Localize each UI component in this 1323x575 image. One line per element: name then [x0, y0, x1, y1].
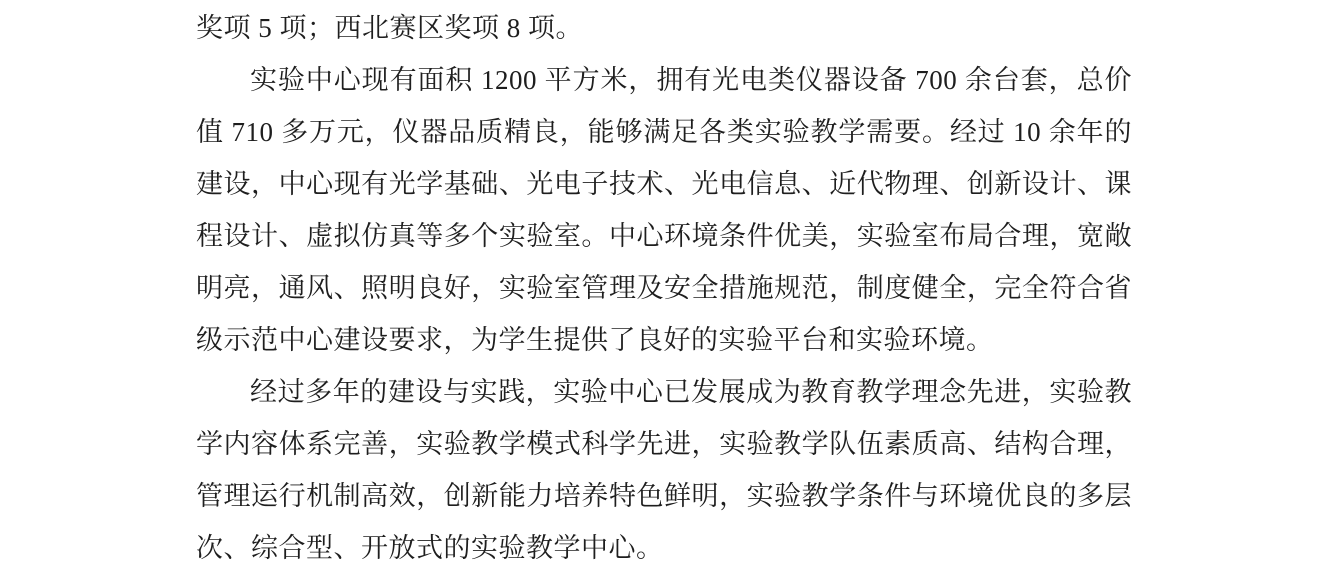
paragraph-lab-development: 经过多年的建设与实践，实验中心已发展成为教育教学理念先进，实验教学内容体系完善，实验教学模式科学先进，实验教学队伍素质高、结构合理，管理运行机制高效，创新能力培养特色鲜明，实验教学条件与环境优良的多层次、综合型、开放式的实验教学中心。: [196, 377, 1132, 563]
paragraph-lab-facilities: 实验中心现有面积 1200 平方米，拥有光电类仪器设备 700 余台套，总价值 710 多万元，仪器品质精良，能够满足各类实验教学需要。经过 10 余年的建设，中心现有光学基础、光电子技术、光电信息、近代物理、创新设计、课程设计、虚拟仿真等多个实验室。中心环境条件优美，实验室布局合理，宽敞明亮，通风、照明良好，实验室管理及安全措施规范，制度健全，完全符合省级示范中心建设要求，为学生提供了良好的实验平台和实验环境。: [196, 65, 1132, 355]
document-text-block: [196, 2, 1132, 574]
paragraph-awards-continuation: 奖项 5 项；西北赛区奖项 8 项。: [196, 13, 583, 43]
